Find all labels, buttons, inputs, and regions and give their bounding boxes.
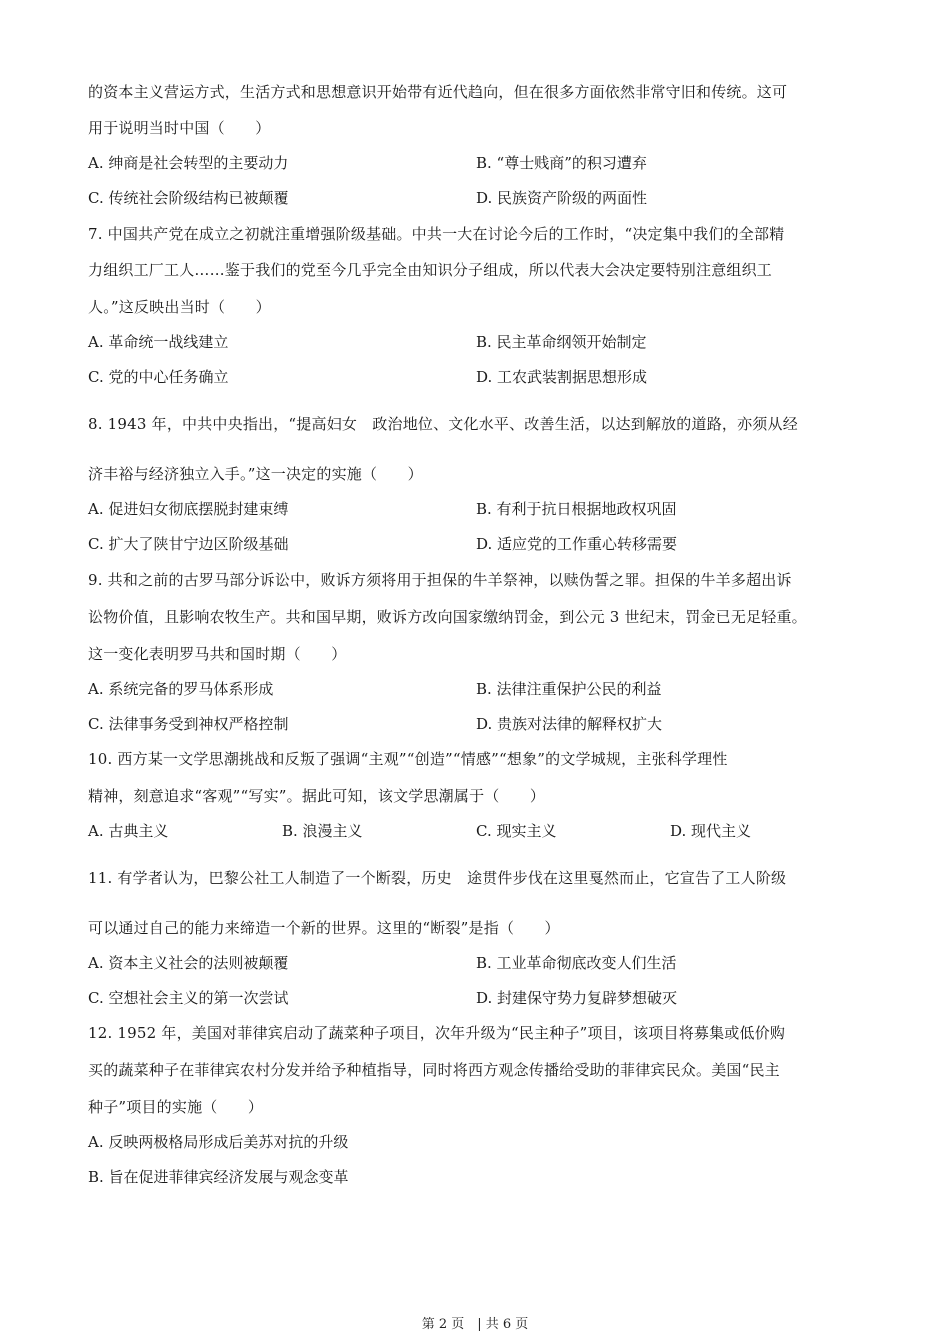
q11-option-a: A. 资本主义社会的法则被颠覆 xyxy=(88,954,289,972)
q8-line-1: 8. 1943 年，中共中央指出，“提高妇女 政治地位、文化水平、改善生活，以达到解放的道路，亦须从经 xyxy=(88,415,798,433)
q9-line-1: 9. 共和之前的古罗马部分诉讼中，败诉方须将用于担保的牛羊祭神，以赎伪誓之罪。担保的牛羊多超出诉 xyxy=(88,571,792,589)
q9-option-c: C. 法律事务受到神权严格控制 xyxy=(88,715,289,733)
q9-option-a: A. 系统完备的罗马体系形成 xyxy=(88,680,274,698)
q7-option-d: D. 工农武装割据思想形成 xyxy=(476,368,648,386)
q8-option-a: A. 促进妇女彻底摆脱封建束缚 xyxy=(88,500,289,518)
q10-option-b: B. 浪漫主义 xyxy=(282,822,363,840)
option-d: D. 民族资产阶级的两面性 xyxy=(476,189,648,207)
q10-line-1: 10. 西方某一文学思潮挑战和反叛了强调“主观”“创造”“情感”“想象”的文学城规，主张科学理性 xyxy=(88,750,728,768)
q7-line-1: 7. 中国共产党在成立之初就注重增强阶级基础。中共一大在讨论今后的工作时，“决定集中我们的全部精 xyxy=(88,225,785,243)
q10-option-c: C. 现实主义 xyxy=(476,822,557,840)
q8-option-d: D. 适应党的工作重心转移需要 xyxy=(476,535,678,553)
q11-line-1: 11. 有学者认为，巴黎公社工人制造了一个断裂，历史 途贯件步伐在这里戛然而止，它宣告了工人阶级 xyxy=(88,869,787,887)
q7-line-2: 力组织工厂工人……鉴于我们的党至今几乎完全由知识分子组成，所以代表大会决定要特别注意组织工 xyxy=(88,261,773,279)
intro-line-1: 的资本主义营运方式，生活方式和思想意识开始带有近代趋向，但在很多方面依然非常守旧和传统。这可 xyxy=(88,83,788,101)
q12-line-1: 12. 1952 年，美国对菲律宾启动了蔬菜种子项目，次年升级为“民主种子”项目，该项目将募集或低价购 xyxy=(88,1024,786,1042)
q10-option-a: A. 古典主义 xyxy=(88,822,169,840)
q12-option-b: B. 旨在促进菲律宾经济发展与观念变革 xyxy=(88,1168,349,1186)
q7-option-a: A. 革命统一战线建立 xyxy=(88,333,229,351)
q7-option-c: C. 党的中心任务确立 xyxy=(88,368,229,386)
q11-option-c: C. 空想社会主义的第一次尝试 xyxy=(88,989,289,1007)
q10-option-d: D. 现代主义 xyxy=(670,822,752,840)
option-a: A. 绅商是社会转型的主要动力 xyxy=(88,154,289,172)
option-c: C. 传统社会阶级结构已被颠覆 xyxy=(88,189,289,207)
q11-option-d: D. 封建保守势力复辟梦想破灭 xyxy=(476,989,678,1007)
q9-line-3: 这一变化表明罗马共和国时期（ ） xyxy=(88,645,347,663)
q7-option-b: B. 民主革命纲领开始制定 xyxy=(476,333,647,351)
q8-option-b: B. 有利于抗日根据地政权巩固 xyxy=(476,500,677,518)
q10-line-2: 精神，刻意追求“客观”“写实”。据此可知，该文学思潮属于（ ） xyxy=(88,787,546,805)
intro-line-2: 用于说明当时中国（ ） xyxy=(88,119,271,137)
option-b: B. “尊士贱商”的积习遭弃 xyxy=(476,154,647,172)
q12-line-2: 买的蔬菜种子在菲律宾农村分发并给予种植指导，同时将西方观念传播给受助的菲律宾民众。美国“民主 xyxy=(88,1061,780,1079)
q12-option-a: A. 反映两极格局形成后美苏对抗的升级 xyxy=(88,1133,349,1151)
q9-line-2: 讼物价值，且影响农牧生产。共和国早期，败诉方改向国家缴纳罚金，到公元 3 世纪末，罚金已无足轻重。 xyxy=(88,608,807,626)
q7-line-3: 人。”这反映出当时（ ） xyxy=(88,298,271,316)
q8-option-c: C. 扩大了陕甘宁边区阶级基础 xyxy=(88,535,289,553)
q11-line-2: 可以通过自己的能力来缔造一个新的世界。这里的“断裂”是指（ ） xyxy=(88,919,560,937)
q8-line-2: 济丰裕与经济独立入手。”这一决定的实施（ ） xyxy=(88,465,423,483)
q11-option-b: B. 工业革命彻底改变人们生活 xyxy=(476,954,677,972)
q9-option-d: D. 贵族对法律的解释权扩大 xyxy=(476,715,663,733)
q9-option-b: B. 法律注重保护公民的利益 xyxy=(476,680,662,698)
page-footer: 第 2 页 | 共 6 页 xyxy=(421,1317,529,1332)
q12-line-3: 种子”项目的实施（ ） xyxy=(88,1098,264,1116)
